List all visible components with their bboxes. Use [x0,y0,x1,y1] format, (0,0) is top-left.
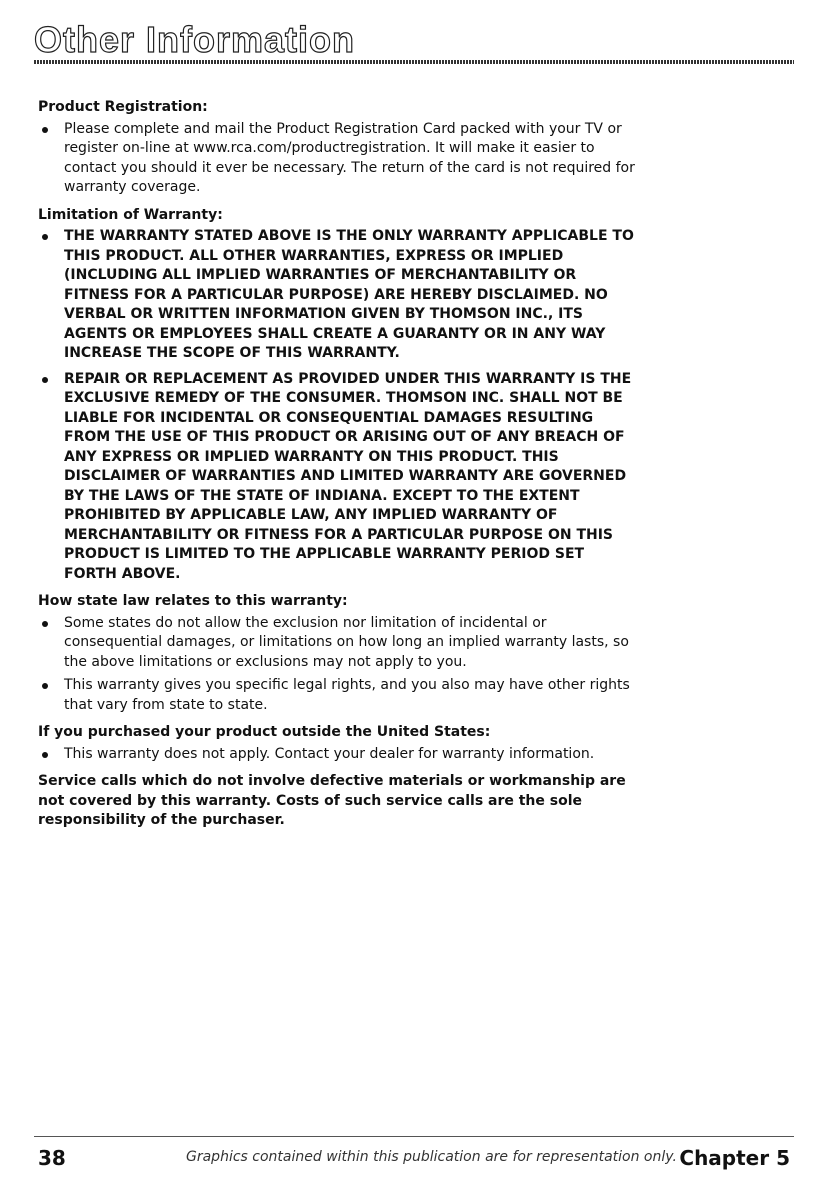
list-item-text: This warranty gives you specific legal rights, and you also may have other rights that vary from state to state. [64,677,630,713]
bullet-icon [42,621,48,627]
outside-us-list [38,745,638,765]
list-item-text: REPAIR OR REPLACEMENT AS PROVIDED UNDER THIS WARRANTY IS THE EXCLUSIVE REMEDY OF THE CONSUMER. THOMSON INC. SHALL NOT BE LIABLE FOR INCIDENTAL OR CONSEQUENTIAL DAMAGES RESULTING FROM THE USE OF THIS PRODUCT OR ARISING OUT OF ANY BREACH OF ANY EXPRESS OR IMPLIED WARRANTY ON THIS PRODUCT. THIS DISCLAIMER OF WARRANTIES AND LIMITED WARRANTY ARE GOVERNED BY THE LAWS OF THE STATE OF INDIANA. EXCEPT TO THE EXTENT PROHIBITED BY APPLICABLE LAW, ANY IMPLIED WARRANTY OF MERCHANTABILITY OR FITNESS FOR A PARTICULAR PURPOSE ON THIS PRODUCT IS LIMITED TO THE APPLICABLE WARRANTY PERIOD SET FORTH ABOVE. [64,370,632,582]
list-item [38,676,638,715]
list-item [38,614,638,673]
state-law-heading: How state law relates to this warranty: [38,593,348,609]
service-calls-note: Service calls which do not involve defective materials or workmanship are not covered by this warranty. Costs of such service calls are the sole responsibility of the purchaser. [38,773,626,828]
bullet-icon [42,752,48,758]
footer-rule [34,1136,794,1137]
list-item [38,745,638,765]
bullet-icon [42,683,48,689]
chapter-label: Chapter 5 [679,1146,790,1170]
limitation-list [38,227,638,584]
title-rule [34,60,794,64]
footer-note: Graphics contained within this publication are for representation only. [186,1149,677,1165]
list-item-text: THE WARRANTY STATED ABOVE IS THE ONLY WARRANTY APPLICABLE TO THIS PRODUCT. ALL OTHER WARRANTIES, EXPRESS OR IMPLIED (INCLUDING ALL IMPLIED WARRANTIES OF MERCHANTABILITY OR FITNESS FOR A PARTICULAR PURPOSE) ARE HEREBY DISCLAIMED. NO VERBAL OR WRITTEN INFORMATION GIVEN BY THOMSON INC., ITS AGENTS OR EMPLOYEES SHALL CREATE A GUARANTY OR IN ANY WAY INCREASE THE SCOPE OF THIS WARRANTY. [64,228,634,361]
list-item-text: Please complete and mail the Product Registration Card packed with your TV or register on-line at www.rca.com/productregistration. It will make it easier to contact you should it ever be necessary. The return of the card is not required for warranty coverage. [64,120,635,195]
registration-heading: Product Registration: [38,99,208,115]
list-item-text: Some states do not allow the exclusion nor limitation of incidental or consequential damages, or limitations on how long an implied warranty lasts, so the above limitations or exclusions may not apply to you. [64,614,629,670]
list-item [38,227,638,364]
bullet-icon [42,127,48,133]
registration-list [38,120,638,198]
state-law-list [38,614,638,716]
main-content [38,98,638,831]
limitation-heading: Limitation of Warranty: [38,206,223,223]
outside-us-heading: If you purchased your product outside the United States: [38,724,491,740]
list-item-text: This warranty does not apply. Contact your dealer for warranty information. [64,745,595,762]
list-item [38,370,638,585]
page-number: 38 [38,1146,66,1170]
page-title: Other Information [34,19,355,60]
bullet-icon [42,377,48,383]
list-item [38,120,638,198]
bullet-icon [42,234,48,240]
